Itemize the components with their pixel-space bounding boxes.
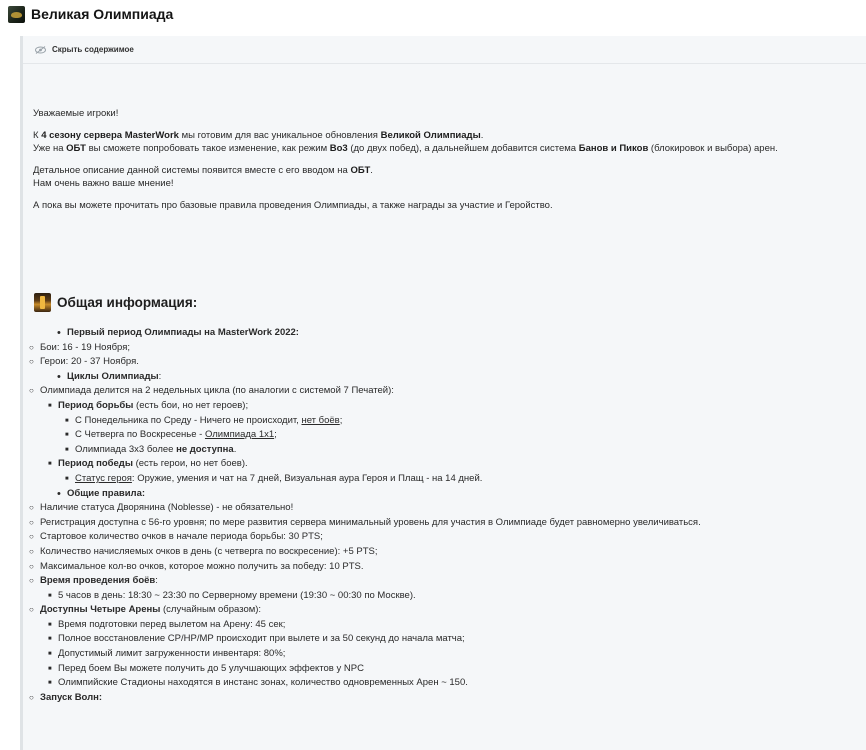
obt-highlight: ОБТ [66, 143, 86, 154]
season-highlight: 4 сезону сервера MasterWork [41, 130, 179, 141]
olympiad-highlight: Великой Олимпиады [380, 130, 481, 141]
text: Перед боем Вы можете получить до 5 улучшающих эффектов у NPC [58, 662, 364, 674]
hide-content-label: Скрыть содержимое [52, 45, 134, 54]
list-item [0, 603, 866, 618]
text: : Оружие, умения и чат на 7 дней, Визуальная аура Героя и Плащ - на 14 дней. [131, 472, 483, 484]
text: (блокировок и выбора) арен. [648, 143, 778, 154]
bans-picks-highlight: Банов и Пиков [578, 143, 649, 154]
text: : [155, 575, 158, 587]
arenas-label: Доступны Четыре Арены [40, 604, 161, 616]
section-title: Общая информация: [57, 295, 198, 310]
obt-highlight: ОБТ [350, 165, 371, 176]
not-available-text: не доступна [176, 443, 234, 455]
list-item [0, 414, 866, 429]
text: (есть бои, но нет героев); [133, 399, 249, 411]
hero-status-link[interactable]: Статус героя [75, 472, 132, 484]
text: Олимпиада 3x3 более [75, 443, 177, 455]
info-scroll-icon [34, 293, 51, 312]
intro-paragraph [33, 129, 861, 155]
list-item [0, 516, 866, 531]
bo3-highlight: Bo3 [329, 143, 348, 154]
page-title: Великая Олимпиада [31, 6, 174, 22]
list-item [0, 399, 866, 414]
list-item [0, 384, 866, 399]
text: Количество начисляемых очков в день (с четверга по воскресение): +5 PTS; [40, 545, 378, 557]
fight-time-label: Время проведения боёв [40, 575, 156, 587]
section-heading [34, 293, 197, 312]
text: (до двух побед), а дальнейшем добавится система [347, 143, 579, 154]
rules-list [23, 326, 866, 705]
text: Время подготовки перед вылетом на Арену: 45 сек; [58, 618, 286, 630]
text: ; [274, 429, 277, 441]
text: Полное восстановление CP/HP/MP происходит при вылете и за 50 секунд до начала матча; [58, 633, 465, 645]
text: Регистрация доступна с 56-го уровня; по мере развития сервера минимальный уровень для участия в Олимпиаде будет равномерно увеличиваться. [40, 516, 701, 528]
list-item [0, 428, 866, 443]
list-item [0, 530, 866, 545]
hide-content-toggle[interactable] [23, 36, 866, 64]
text: . [480, 130, 484, 141]
text: 5 часов в день: 18:30 ~ 23:30 по Серверному времени (19:30 ~ 00:30 по Москве). [58, 589, 416, 601]
olympiad-1x1-link[interactable]: Олимпиада 1x1 [204, 429, 275, 441]
text: С Четверга по Воскресенье - [75, 429, 205, 441]
details-paragraph [33, 164, 861, 190]
text: : [158, 370, 162, 382]
list-item [0, 632, 866, 647]
text: Бои: 16 - 19 Ноября; [40, 341, 131, 353]
text: . [370, 165, 373, 176]
list-item [0, 443, 866, 458]
waves-label: Запуск Волн: [40, 691, 103, 703]
greeting: Уважаемые игроки! [33, 108, 119, 119]
page-header [8, 3, 173, 25]
list-item [0, 618, 866, 633]
win-period-label: Период победы [58, 458, 133, 470]
text: Олимпиада делится на 2 недельных цикла (по аналогии с системой 7 Печатей): [40, 385, 394, 397]
no-fights-link[interactable]: нет боёв [301, 414, 340, 426]
list-item [0, 545, 866, 560]
list-item [0, 355, 866, 370]
text: Наличие статуса Дворянина (Noblesse) - не обязательно! [40, 502, 294, 514]
rules-label: Общие правила: [67, 487, 146, 499]
list-item [0, 691, 866, 706]
cycles-label: Циклы Олимпиады [67, 370, 159, 382]
text: Стартовое количество очков в начале периода борьбы: 30 PTS; [40, 531, 323, 543]
text: Олимпийские Стадионы находятся в инстанс зонах, количество одновременных Арен ~ 150. [58, 677, 468, 689]
text: Допустимый лимит загруженности инвентаря: 80%; [58, 648, 286, 660]
spoiler-block [20, 36, 866, 750]
text: мы готовим для вас уникальное обновления [178, 130, 381, 141]
list-item [0, 647, 866, 662]
text: Герои: 20 - 37 Ноября. [40, 356, 139, 368]
text: Детальное описание данной системы появится вместе с его вводом на [33, 165, 351, 176]
fight-period-label: Период борьбы [58, 399, 134, 411]
list-item [0, 472, 866, 487]
list-item [0, 341, 866, 356]
text: Нам очень важно ваше мнение! [33, 178, 174, 189]
list-item [23, 487, 866, 502]
list-item [23, 370, 866, 385]
text: вы сможете попробовать такое изменение, как режим [85, 143, 330, 154]
list-item [23, 326, 866, 341]
text: (есть герои, но нет боев). [132, 458, 248, 470]
list-item [0, 574, 866, 589]
closing-paragraph: А пока вы можете прочитать про базовые правила проведения Олимпиады, а также награды за участие и Геройство. [33, 200, 553, 211]
list-item [0, 501, 866, 516]
olympiad-emblem-icon [8, 6, 25, 23]
intro-text [33, 107, 861, 221]
list-item [0, 560, 866, 575]
text: К [33, 130, 42, 141]
text: . [233, 443, 237, 455]
period-label: Первый период Олимпиады на MasterWork 2022: [67, 327, 299, 338]
text: С Понедельника по Среду - Ничего не происходит, [75, 414, 302, 426]
list-item [0, 457, 866, 472]
list-item [0, 676, 866, 691]
list-item [0, 662, 866, 677]
eye-off-icon [35, 46, 46, 53]
text: ; [339, 414, 343, 426]
list-item [0, 589, 866, 604]
text: (случайным образом): [160, 604, 262, 616]
text: Максимальное кол-во очков, которое можно получить за победу: 10 PTS. [40, 560, 364, 572]
text: Уже на [33, 143, 67, 154]
